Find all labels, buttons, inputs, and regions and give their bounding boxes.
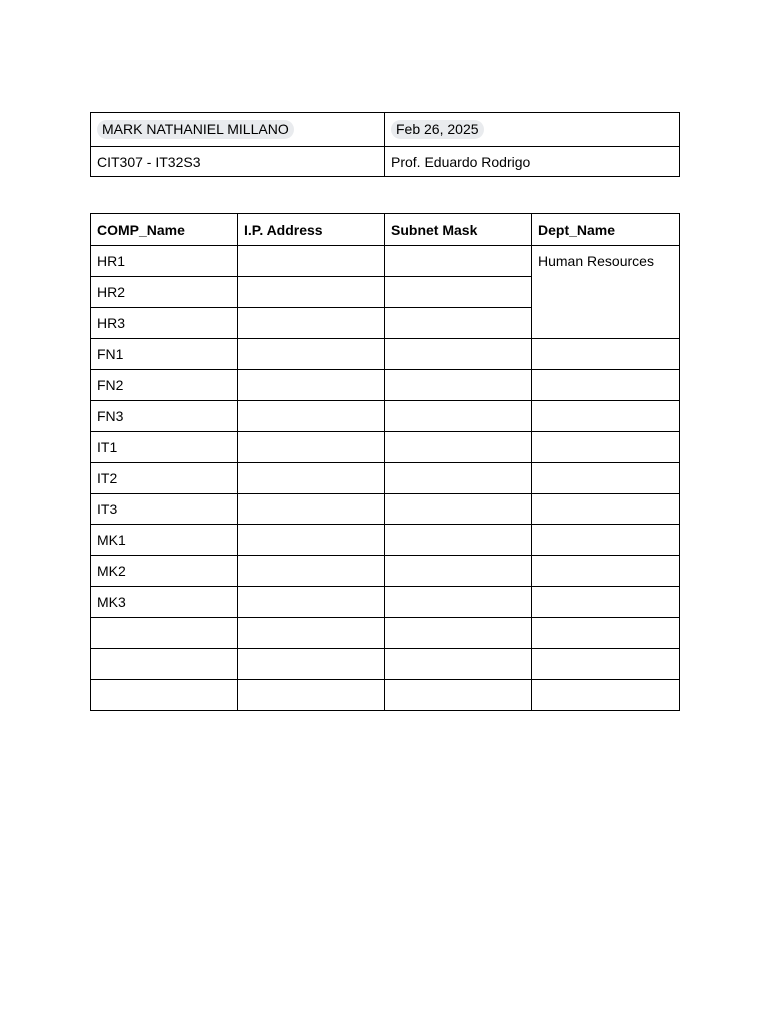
dept-name-cell[interactable]: [532, 494, 680, 525]
dept-name-cell[interactable]: Human Resources: [532, 246, 680, 339]
ip-address-cell[interactable]: [238, 649, 385, 680]
column-header-ip-address[interactable]: I.P. Address: [238, 214, 385, 246]
professor-cell[interactable]: Prof. Eduardo Rodrigo: [385, 147, 680, 177]
column-header-subnet-mask[interactable]: Subnet Mask: [385, 214, 532, 246]
ip-address-cell[interactable]: [238, 556, 385, 587]
table-row: [91, 494, 680, 525]
ip-address-cell[interactable]: [238, 308, 385, 339]
subnet-mask-cell[interactable]: [385, 587, 532, 618]
subnet-mask-cell[interactable]: [385, 618, 532, 649]
course-cell[interactable]: CIT307 - IT32S3: [91, 147, 385, 177]
ip-address-cell[interactable]: [238, 246, 385, 277]
dept-name-cell[interactable]: [532, 370, 680, 401]
dept-name-cell[interactable]: [532, 556, 680, 587]
comp-name-cell[interactable]: [91, 649, 238, 680]
table-row: [91, 680, 680, 711]
subnet-mask-cell[interactable]: [385, 370, 532, 401]
ip-address-cell[interactable]: [238, 494, 385, 525]
subnet-mask-cell[interactable]: [385, 246, 532, 277]
table-row: [91, 525, 680, 556]
subnet-mask-cell[interactable]: [385, 308, 532, 339]
subnet-mask-cell[interactable]: [385, 463, 532, 494]
comp-name-cell[interactable]: FN1: [91, 339, 238, 370]
student-name-cell[interactable]: [91, 113, 385, 147]
dept-name-cell[interactable]: [532, 680, 680, 711]
column-header-comp-name[interactable]: COMP_Name: [91, 214, 238, 246]
ip-address-cell[interactable]: [238, 401, 385, 432]
network-addressing-table: [90, 213, 680, 711]
comp-name-cell[interactable]: HR2: [91, 277, 238, 308]
comp-name-cell[interactable]: MK3: [91, 587, 238, 618]
student-name-chip[interactable]: MARK NATHANIEL MILLANO: [97, 120, 294, 139]
dept-name-cell[interactable]: [532, 339, 680, 370]
comp-name-cell[interactable]: IT1: [91, 432, 238, 463]
table-header-row: [91, 214, 680, 246]
dept-name-cell[interactable]: [532, 525, 680, 556]
date-cell[interactable]: [385, 113, 680, 147]
subnet-mask-cell[interactable]: [385, 494, 532, 525]
table-row: [91, 618, 680, 649]
comp-name-cell[interactable]: MK2: [91, 556, 238, 587]
subnet-mask-cell[interactable]: [385, 649, 532, 680]
table-row: [91, 339, 680, 370]
table-row: [91, 556, 680, 587]
header-row: [91, 113, 680, 147]
comp-name-cell[interactable]: IT2: [91, 463, 238, 494]
table-row: [91, 370, 680, 401]
dept-name-cell[interactable]: [532, 618, 680, 649]
dept-name-cell[interactable]: [532, 587, 680, 618]
ip-address-cell[interactable]: [238, 525, 385, 556]
comp-name-cell[interactable]: IT3: [91, 494, 238, 525]
table-row: [91, 432, 680, 463]
subnet-mask-cell[interactable]: [385, 277, 532, 308]
table-row: [91, 587, 680, 618]
dept-name-cell[interactable]: [532, 432, 680, 463]
subnet-mask-cell[interactable]: [385, 432, 532, 463]
ip-address-cell[interactable]: [238, 463, 385, 494]
dept-name-cell[interactable]: [532, 401, 680, 432]
header-row: [91, 147, 680, 177]
comp-name-cell[interactable]: [91, 618, 238, 649]
comp-name-cell[interactable]: FN3: [91, 401, 238, 432]
ip-address-cell[interactable]: [238, 680, 385, 711]
header-info-table: [90, 112, 680, 177]
table-row: [91, 649, 680, 680]
subnet-mask-cell[interactable]: [385, 680, 532, 711]
date-chip[interactable]: Feb 26, 2025: [391, 120, 484, 139]
table-row: [91, 463, 680, 494]
subnet-mask-cell[interactable]: [385, 556, 532, 587]
dept-name-cell[interactable]: [532, 463, 680, 494]
ip-address-cell[interactable]: [238, 587, 385, 618]
dept-name-cell[interactable]: [532, 649, 680, 680]
comp-name-cell[interactable]: FN2: [91, 370, 238, 401]
subnet-mask-cell[interactable]: [385, 339, 532, 370]
subnet-mask-cell[interactable]: [385, 401, 532, 432]
ip-address-cell[interactable]: [238, 618, 385, 649]
ip-address-cell[interactable]: [238, 339, 385, 370]
comp-name-cell[interactable]: [91, 680, 238, 711]
comp-name-cell[interactable]: HR1: [91, 246, 238, 277]
ip-address-cell[interactable]: [238, 432, 385, 463]
table-row: [91, 401, 680, 432]
subnet-mask-cell[interactable]: [385, 525, 532, 556]
ip-address-cell[interactable]: [238, 277, 385, 308]
comp-name-cell[interactable]: HR3: [91, 308, 238, 339]
column-header-dept-name[interactable]: Dept_Name: [532, 214, 680, 246]
comp-name-cell[interactable]: MK1: [91, 525, 238, 556]
table-row: [91, 246, 680, 277]
ip-address-cell[interactable]: [238, 370, 385, 401]
